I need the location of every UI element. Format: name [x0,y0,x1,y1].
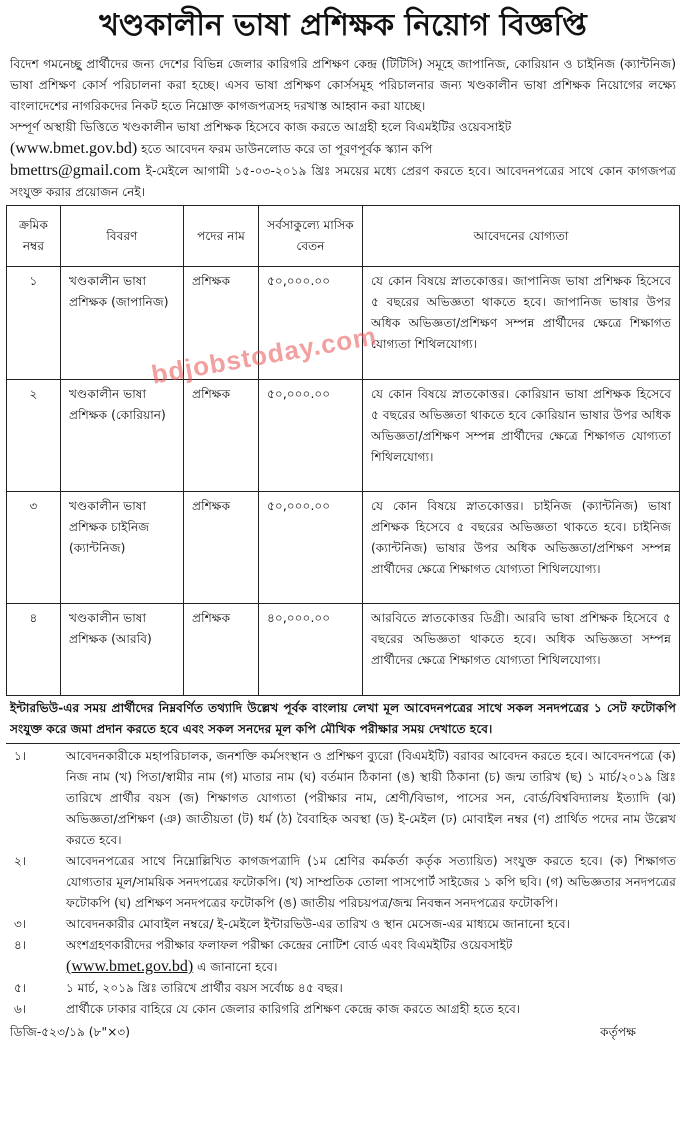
list-item [6,851,680,914]
row-serial: ২ [7,380,61,492]
item-text: আবেদনপত্রের সাথে নিম্নোল্লিখিত কাগজপত্রাদি (১ম শ্রেণির কর্মকর্তা কর্তৃক সত্যায়িত) সংযুক্ত করতে হবে। (ক) শিক্ষাগত যোগ্যতার মূল/সাময়িক সনদপত্রের ফটোকপি। (খ) সাম্প্রতিক তোলা পাসপোর্ট সাইজের ১ কপি ছবি। (গ) অভিজ্ঞতার সনদপত্রের ফটোকপি (ঘ) প্রশিক্ষণ সনদপত্রের ফটোকপি (ঙ) জাতীয় পরিচয়পত্র/জন্ম নিবন্ধন সনদপত্রের ফটোকপি। [66,854,676,910]
row-description: খণ্ডকালীন ভাষা প্রশিক্ষক (কোরিয়ান) [61,380,184,492]
row-post: প্রশিক্ষক [184,267,259,380]
item-text: আবেদনকারীকে মহাপরিচালক, জনশক্তি কর্মসংস্থান ও প্রশিক্ষণ ব্যুরো (বিএমইটি) বরাবর আবেদন করতে হবে। আবেদনপত্রে (ক) নিজ নাম (খ) পিতা/স্বামীর নাম (গ) মাতার নাম (ঘ) বর্তমান ঠিকানা (ঙ) স্থায়ী ঠিকানা (চ) জন্ম তারিখ (ছ) ১ মার্চ/২০১৯ খ্রিঃ তারিখে প্রার্থীর বয়স (জ) শিক্ষাগত যোগ্যতা (পরীক্ষার নাম, শ্রেণী/বিভাগ, পাসের সন, বোর্ড/বিশ্ববিদ্যালয় ইত্যাদি (ঝ) অভিজ্ঞতা/প্রশিক্ষণ (ঞ) জাতীয়তা (ট) ধর্ম (ঠ) বৈবাহিক অবস্থা (ড) ই-মেইল (ঢ) মোবাইল নম্বর (ণ) প্রার্থিত পদের নাম উল্লেখ করতে হবে। [66,749,676,847]
item-number: ৬। [14,1002,27,1016]
item-text-main: অংশগ্রহণকারীদের পরীক্ষার ফলাফল পরীক্ষা কেন্দ্রের নোটিশ বোর্ড এবং বিএমইটির ওয়েবসাইট [66,938,513,952]
interview-note: ইন্টারভিউ-এর সময় প্রার্থীদের নিম্নবর্ণিত তথ্যাদি উল্লেখ পূর্বক বাংলায় লেখা মূল আবেদনপত্রের সাথে সকল সনদপত্রের ১ সেট ফটোকপি সংযুক্ত করে জমা প্রদান করতে হবে এবং সকল সনদের মূল কপি মৌখিক পরীক্ষার সময় দেখাতে হবে। [10,701,676,736]
divider [6,743,680,744]
website-link[interactable]: (www.bmet.gov.bd) [10,140,138,157]
table-row [7,604,680,696]
item-text: আবেদনকারীর মোবাইল নম্বরে/ ই-মেইলে ইন্টারভিউ-এর তারিখ ও স্থান মেসেজ-এর মাধ্যমে জানানো হবে। [66,917,571,931]
row-salary: ৫০,০০০.০০ [259,267,363,380]
table-row [7,267,680,380]
item-number: ৫। [14,981,27,995]
list-item [6,914,680,935]
header-requirement: আবেদনের যোগ্যতা [363,206,680,267]
website-link-2[interactable]: (www.bmet.gov.bd) [66,958,194,975]
header-description: বিবরণ [61,206,184,267]
row-requirement: যে কোন বিষয়ে স্নাতকোত্তর। চাইনিজ (ক্যান্টনিজ) ভাষা প্রশিক্ষক হিসেবে ৫ বছরের অভিজ্ঞতা থাকতে হবে। চাইনিজ (ক্যান্টনিজ) ভাষার উপর অধিক অভিজ্ঞতা/প্রশিক্ষণ সম্পন্ন প্রার্থীদের ক্ষেত্রে শিক্ষাগত যোগ্যতা শিথিলযোগ্য। [363,492,680,604]
notice-page [6,4,680,1043]
row-description: খণ্ডকালীন ভাষা প্রশিক্ষক (জাপানিজ) [61,267,184,380]
item-text: ১ মার্চ, ২০১৯ খ্রিঃ তারিখে প্রার্থীর বয়স সর্বোচ্চ ৪৫ বছর। [66,981,343,995]
list-item [6,999,680,1020]
row-requirement: যে কোন বিষয়ে স্নাতকোত্তর। কোরিয়ান ভাষা প্রশিক্ষক হিসেবে ৫ বছরের অভিজ্ঞতা থাকতে হবে কোরিয়ান ভাষার উপর অধিক অভিজ্ঞতা/প্রশিক্ষণ সম্পন্ন প্রার্থীদের ক্ষেত্রে শিক্ষাগত যোগ্যতা শিথিলযোগ্য। [363,380,680,492]
page-title: খণ্ডকালীন ভাষা প্রশিক্ষক নিয়োগ বিজ্ঞপ্তি [99,8,587,43]
table-header-row [7,206,680,267]
row-post: প্রশিক্ষক [184,380,259,492]
item-number: ১। [14,749,27,763]
item-text-after: এ জানানো হবে। [193,960,278,974]
row-description: খণ্ডকালীন ভাষা প্রশিক্ষক চাইনিজ (ক্যান্টনিজ) [61,492,184,604]
row-post: প্রশিক্ষক [184,604,259,696]
row-serial: ১ [7,267,61,380]
item-number: ৪। [14,938,27,952]
item-text: প্রার্থীকে ঢাকার বাহিরে যে কোন জেলার কারিগরি প্রশিক্ষণ কেন্দ্রে কাজ করতে আগ্রহী হতে হবে। [66,1002,521,1016]
table-row [7,380,680,492]
item-text [66,935,680,978]
row-serial: ৪ [7,604,61,696]
item-number: ৩। [14,917,27,931]
authority-signature: কর্তৃপক্ষ [600,1025,636,1039]
row-salary: ৫০,০০০.০০ [259,492,363,604]
row-serial: ৩ [7,492,61,604]
apply-text-1: সম্পূর্ণ অস্থায়ী ভিত্তিতে খণ্ডকালীন ভাষা প্রশিক্ষক হিসেবে কাজ করতে আগ্রহী হলে বিএমইটির ওয়েবসাইট [10,120,512,134]
watermark-text: bdjobstoday.com [149,320,380,390]
email-link[interactable]: bmettrs@gmail.com [10,162,141,179]
row-requirement: আরবিতে স্নাতকোত্তর ডিগ্রী। আরবি ভাষা প্রশিক্ষক হিসেবে ৫ বছরের অভিজ্ঞতা থাকতে হবে। অধিক অভিজ্ঞতা সম্পন্ন প্রার্থীদের ক্ষেত্রে শিক্ষাগত যোগ্যতা শিথিলযোগ্য। [363,604,680,696]
header-salary: সর্বসাকুল্যে মাসিক বেতন [259,206,363,267]
apply-text-2: হতে আবেদন ফরম ডাউনলোড করে তা পূরণপূর্বক স্ক্যান কপি [137,142,433,156]
table-row [7,492,680,604]
list-item [6,978,680,999]
conditions-list [6,746,680,1020]
apply-text-3: ই-মেইলে আগামী ১৫-০৩-২০১৯ খ্রিঃ সময়ের মধ্যে প্রেরণ করতে হবে। আবেদনপত্রের সাথে কোন কাগজপত্র সংযুক্ত করার প্রয়োজন নেই। [10,164,676,199]
header-serial: ক্রমিক নম্বর [7,206,61,267]
row-requirement: যে কোন বিষয়ে স্নাতকোত্তর। জাপানিজ ভাষা প্রশিক্ষক হিসেবে ৫ বছরের অভিজ্ঞতা থাকতে হবে। জাপানিজ ভাষার উপর অধিক অভিজ্ঞতা/প্রশিক্ষণ সম্পন্ন প্রার্থীদের ক্ষেত্রে শিক্ষাগত যোগ্যতা শিথিলযোগ্য। [363,267,680,380]
item-number: ২। [14,854,27,868]
list-item [6,935,680,978]
apply-paragraph [6,117,680,203]
header-post: পদের নাম [184,206,259,267]
footer [6,1022,680,1043]
row-post: প্রশিক্ষক [184,492,259,604]
row-description: খণ্ডকালীন ভাষা প্রশিক্ষক (আরবি) [61,604,184,696]
row-salary: ৪০,০০০.০০ [259,604,363,696]
list-item [6,746,680,851]
memo-code: ডিজি-৫২৩/১৯ (৮"×৩) [10,1025,130,1039]
intro-paragraph: বিদেশ গমনেচ্ছু প্রার্থীদের জন্য দেশের বিভিন্ন জেলার কারিগরি প্রশিক্ষণ কেন্দ্র (টিটিসি) সমূহে জাপানিজ, কোরিয়ান ও চাইনিজ (ক্যান্টনিজ) ভাষা প্রশিক্ষণ কোর্স পরিচালনা করা হচ্ছে। এসব ভাষা প্রশিক্ষণ কোর্সসমূহ পরিচালনার জন্য খণ্ডকালীন ভাষা প্রশিক্ষক নিয়োগের লক্ষ্যে বাংলাদেশের নাগরিকদের নিকট হতে নিম্নোক্ত কাগজপত্রসহ দরখাস্ত আহ্বান করা যাচ্ছে। [10,57,676,113]
row-salary: ৫০,০০০.০০ [259,380,363,492]
positions-table [6,205,680,696]
